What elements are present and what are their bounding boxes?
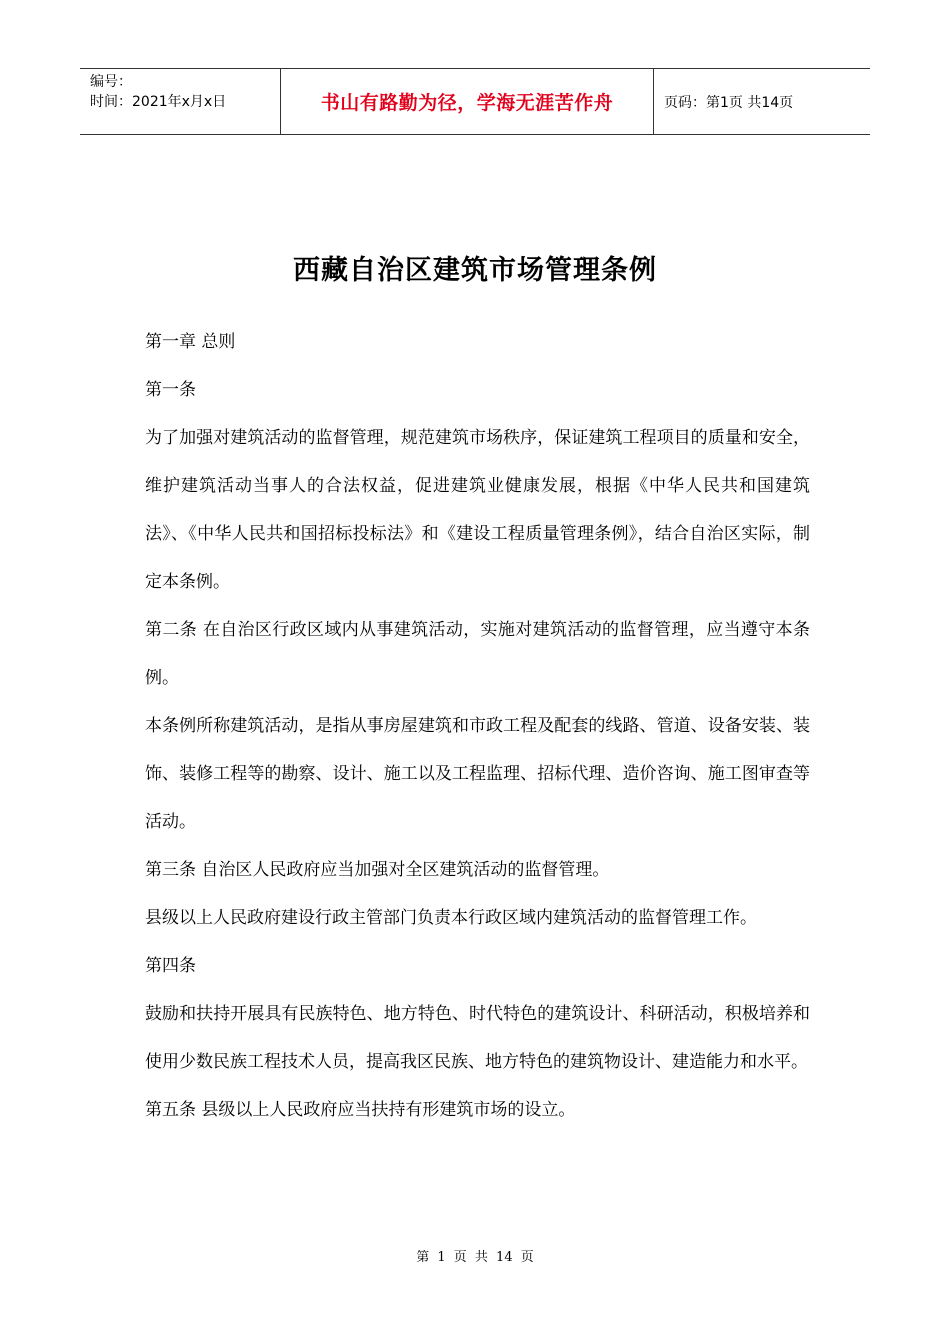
- document-header: [80, 68, 870, 135]
- article-heading: 第一条: [145, 380, 196, 400]
- body-paragraph: 第三条 自治区人民政府应当加强对全区建筑活动的监督管理。: [145, 860, 610, 880]
- chapter-heading: 第一章 总则: [145, 332, 236, 352]
- body-paragraph: 第五条 县级以上人民政府应当扶持有形建筑市场的设立。: [145, 1100, 576, 1120]
- number-label: 编号：: [90, 74, 132, 90]
- body-paragraph: 本条例所称建筑活动，是指从事房屋建筑和市政工程及配套的线路、管道、设备安装、装饰、装修工程等的勘察、设计、施工以及工程监理、招标代理、造价咨询、施工图审查等活动。: [145, 716, 810, 832]
- page-footer: 第 1 页 共 14 页: [416, 1250, 534, 1265]
- body-paragraph: 第二条 在自治区行政区域内从事建筑活动，实施对建筑活动的监督管理，应当遵守本条例。: [145, 620, 810, 688]
- document-title: 西藏自治区建筑市场管理条例: [293, 255, 657, 286]
- header-meta: [80, 69, 281, 134]
- page-code: 页码：第1页 共14页: [664, 94, 794, 111]
- body-paragraph: 县级以上人民政府建设行政主管部门负责本行政区域内建筑活动的监督管理工作。: [145, 908, 757, 928]
- header-page-code-cell: [654, 69, 870, 134]
- document-body: [145, 318, 810, 1134]
- article-heading: 第四条: [145, 956, 196, 976]
- header-motto-cell: [281, 69, 654, 134]
- body-paragraph: 为了加强对建筑活动的监督管理，规范建筑市场秩序，保证建筑工程项目的质量和安全，维护建筑活动当事人的合法权益，促进建筑业健康发展，根据《中华人民共和国建筑法》、《中华人民共和国招标投标法》和《建设工程质量管理条例》，结合自治区实际，制定本条例。: [145, 428, 810, 592]
- motto-text: 书山有路勤为径，学海无涯苦作舟: [320, 92, 614, 114]
- body-paragraph: 鼓励和扶持开展具有民族特色、地方特色、时代特色的建筑设计、科研活动，积极培养和使用少数民族工程技术人员，提高我区民族、地方特色的建筑物设计、建造能力和水平。: [145, 1004, 810, 1072]
- date-label: 时间：2021年x月x日: [90, 94, 227, 110]
